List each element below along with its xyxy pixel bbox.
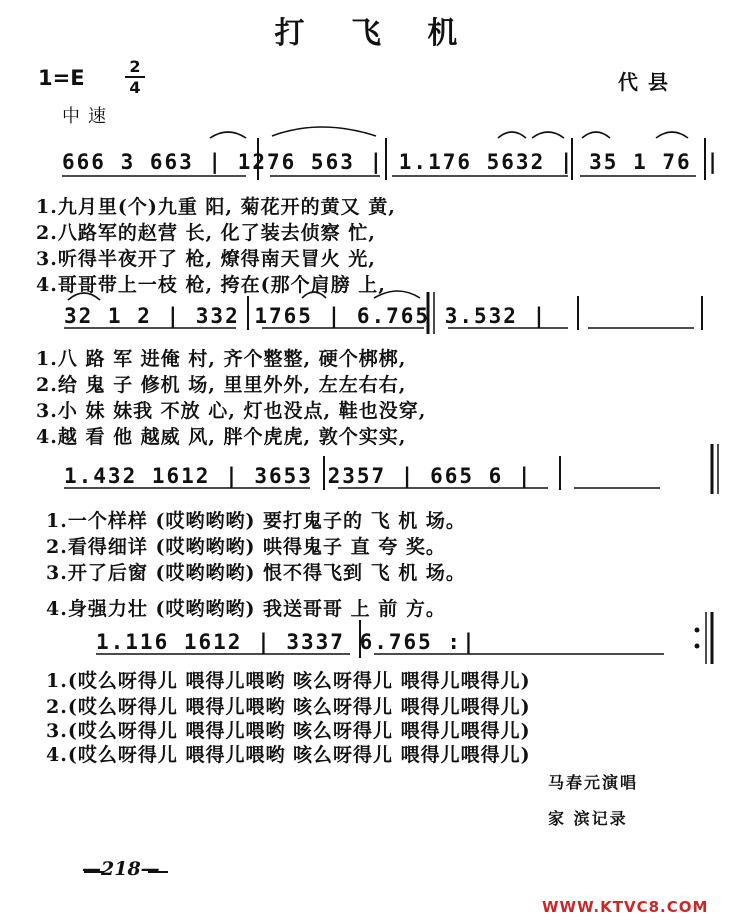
lyric-line-3-verse-4: 4.身强力壮 (哎哟哟哟) 我送哥哥 上 前 方。 [46, 598, 446, 620]
lyric-line-3-verse-2: 2.看得细详 (哎哟哟哟) 哄得鬼子 直 夸 奖。 [46, 536, 446, 558]
lyric-line-2-verse-3: 3.小 妹 妹我 不放 心, 灯也没点, 鞋也没穿, [36, 400, 427, 422]
lyric-line-3-verse-3: 3.开了后窗 (哎哟哟哟) 恨不得飞到 飞 机 场。 [46, 562, 466, 584]
lyric-line-2-verse-2: 2.给 鬼 子 修机 场, 里里外外, 左左右右, [36, 374, 407, 396]
region-label: 代县 [618, 70, 678, 94]
lyric-line-2-verse-1: 1.八 路 军 进俺 村, 齐个整整, 硬个梆梆, [36, 348, 407, 370]
staff-line-1-notes: 666 3 663 | 1276 563 | 1.176 5632 | 35 1 76 | [62, 150, 721, 174]
lyric-line-4-verse-3: 3.(哎么呀得儿 喂得儿喂哟 咳么呀得儿 喂得儿喂得儿) [46, 720, 531, 742]
lyric-line-4-verse-2: 2.(哎么呀得儿 喂得儿喂哟 咳么呀得儿 喂得儿喂得儿) [46, 696, 531, 718]
site-watermark: WWW.KTVC8.COM [542, 898, 709, 916]
time-signature [125, 58, 145, 96]
page-number: —218— [82, 858, 160, 880]
lyric-line-1-verse-3: 3.听得半夜开了 枪, 燎得南天冒火 光, [36, 248, 376, 270]
staff-line-2-notes: 32 1 2 | 332 1765 | 6.765 3.532 | [64, 304, 548, 328]
singer-credit: 马春元演唱 [548, 773, 639, 792]
song-title: 打 飞 机 [274, 16, 476, 51]
key-signature: 1=E [38, 66, 85, 90]
meter-top: 2 [129, 57, 141, 76]
tempo-marking: 中速 [62, 106, 114, 127]
lyric-line-1-verse-1: 1.九月里(个)九重 阳, 菊花开的黄又 黄, [36, 196, 396, 218]
lyric-line-4-verse-1: 1.(哎么呀得儿 喂得儿喂哟 咳么呀得儿 喂得儿喂得儿) [46, 670, 531, 692]
staff-line-4-notes: 1.116 1612 | 3337 6.765 :| [96, 630, 477, 654]
meter-bottom: 4 [129, 78, 141, 97]
lyric-line-1-verse-4: 4.哥哥带上一枝 枪, 挎在(那个肩膀 上, [36, 274, 386, 296]
staff-line-3-notes: 1.432 1612 | 3653 2357 | 665 6 | [64, 464, 533, 488]
lyric-line-1-verse-2: 2.八路军的赵营 长, 化了装去侦察 忙, [36, 222, 376, 244]
lyric-line-2-verse-4: 4.越 看 他 越威 风, 胖个虎虎, 敦个实实, [36, 426, 407, 448]
lyric-line-4-verse-4: 4.(哎么呀得儿 喂得儿喂哟 咳么呀得儿 喂得儿喂得儿) [46, 744, 531, 766]
lyric-line-3-verse-1: 1.一个样样 (哎哟哟哟) 要打鬼子的 飞 机 场。 [46, 510, 466, 532]
recorder-credit: 家 滨记录 [548, 809, 628, 828]
